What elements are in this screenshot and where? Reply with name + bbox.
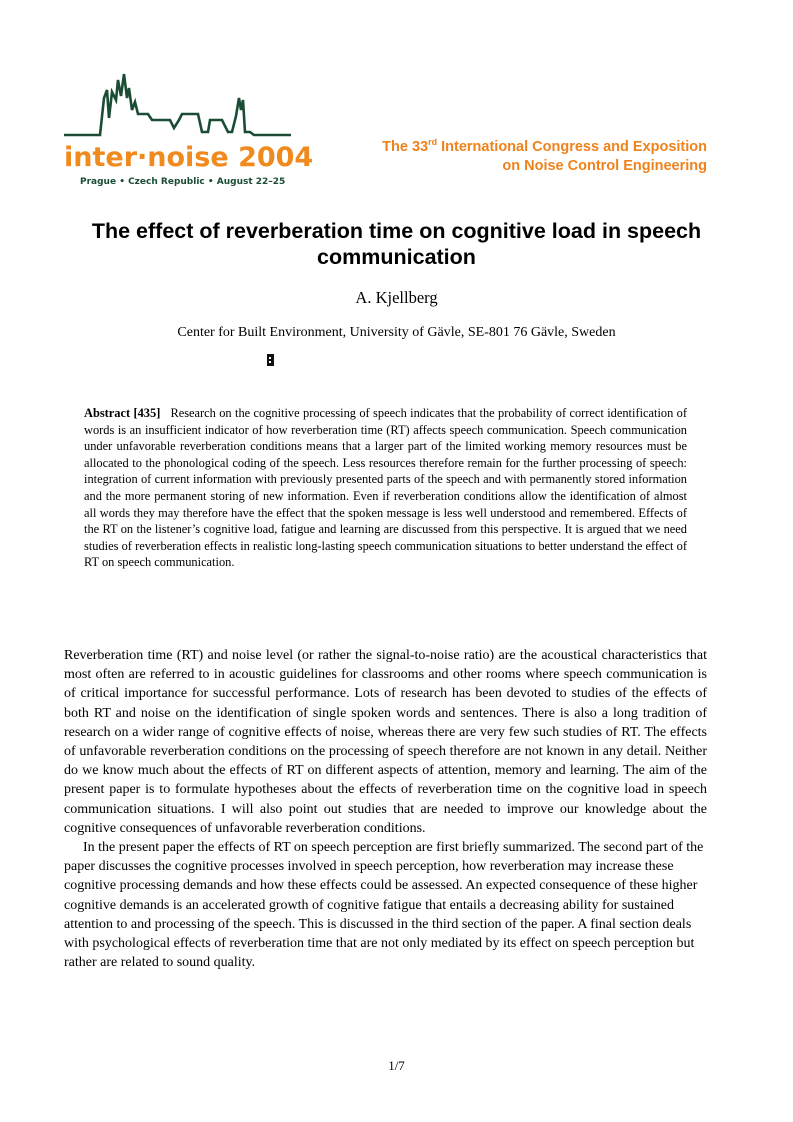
- prague-skyline-icon: [62, 70, 296, 145]
- logo-subtitle: Prague • Czech Republic • August 22–25: [80, 177, 286, 187]
- abstract-label: Abstract [435]: [84, 406, 161, 420]
- congress-line-2: on Noise Control Engineering: [502, 158, 707, 174]
- paper-title: The effect of reverberation time on cognitive load in speech communication: [91, 219, 702, 269]
- page-number: 1/7: [388, 1058, 405, 1073]
- congress-heading: [382, 138, 707, 176]
- author-name: A. Kjellberg: [355, 288, 438, 307]
- body-paragraph-1: Reverberation time (RT) and noise level (or rather the signal-to-noise ratio) are the acoustical characteristics that most often are referred to in acoustic guidelines for classrooms and other rooms where speech communication is of critical importance for successful performance. Lots of research has been devoted to studies of the effects of both RT and noise on the identification of single spoken words and sentences. There is also a long tradition of research on a wider range of cognitive effects of noise, whereas there are very few such studies of RT. The effects of unfavorable reverberation conditions on the processing of speech therefore are not known in any detail. Neither do we know much about the effects of RT on different aspects of attention, memory and learning. The aim of the present paper is to formulate hypotheses about the effects of reverberation time on the cognitive load in speech communication situations. I will also point out studies that are needed to improve our knowledge about the cognitive consequences of unfavorable reverberation conditions.: [64, 648, 707, 836]
- logo-wordmark: inter·noise 2004: [64, 142, 314, 173]
- author-affiliation: Center for Built Environment, University of Gävle, SE-801 76 Gävle, Sweden: [177, 325, 616, 340]
- placeholder-glyph-icon: [266, 353, 276, 367]
- body-text: [64, 646, 707, 972]
- abstract: [84, 405, 687, 571]
- inter-noise-logo: [62, 70, 314, 195]
- body-paragraph-2: In the present paper the effects of RT on speech perception are first briefly summarized. The second part of the paper discusses the cognitive processes involved in speech perception, how reverberation may increase these cognitive processing demands and how these effects could be assessed. An expected consequence of these higher cognitive demands is an accelerated growth of cognitive fatigue that entails a decreasing ability for sustained attention to and processing of the speech. This is discussed in the third section of the paper. A final section deals with psychological effects of reverberation time that are not only mediated by its effect on speech perception but rather are related to sound quality.: [64, 840, 704, 971]
- congress-line-1: The 33rd International Congress and Exposition: [382, 137, 707, 155]
- abstract-text: Research on the cognitive processing of speech indicates that the probability of correct identification of words is an insufficient indicator of how reverberation time (RT) affects speech communication. Speech communication under unfavorable reverberation conditions means that a larger part of the limited working memory resources must be allocated to the phonological coding of the speech. Less resources therefore remain for the further processing of speech: integration of current information with previously presented parts of the speech and with permanently stored information and the more permanent storing of new information. Even if reverberation conditions allow the identification of almost all words they may therefore have the effect that the spoken message is less well understood and remembered. Effects of the RT on the listener’s cognitive load, fatigue and learning are discussed from this perspective. It is argued that we need studies of reverberation effects in realistic long-lasting speech communication situations to better understand the effect of RT on speech communication.: [84, 406, 687, 570]
